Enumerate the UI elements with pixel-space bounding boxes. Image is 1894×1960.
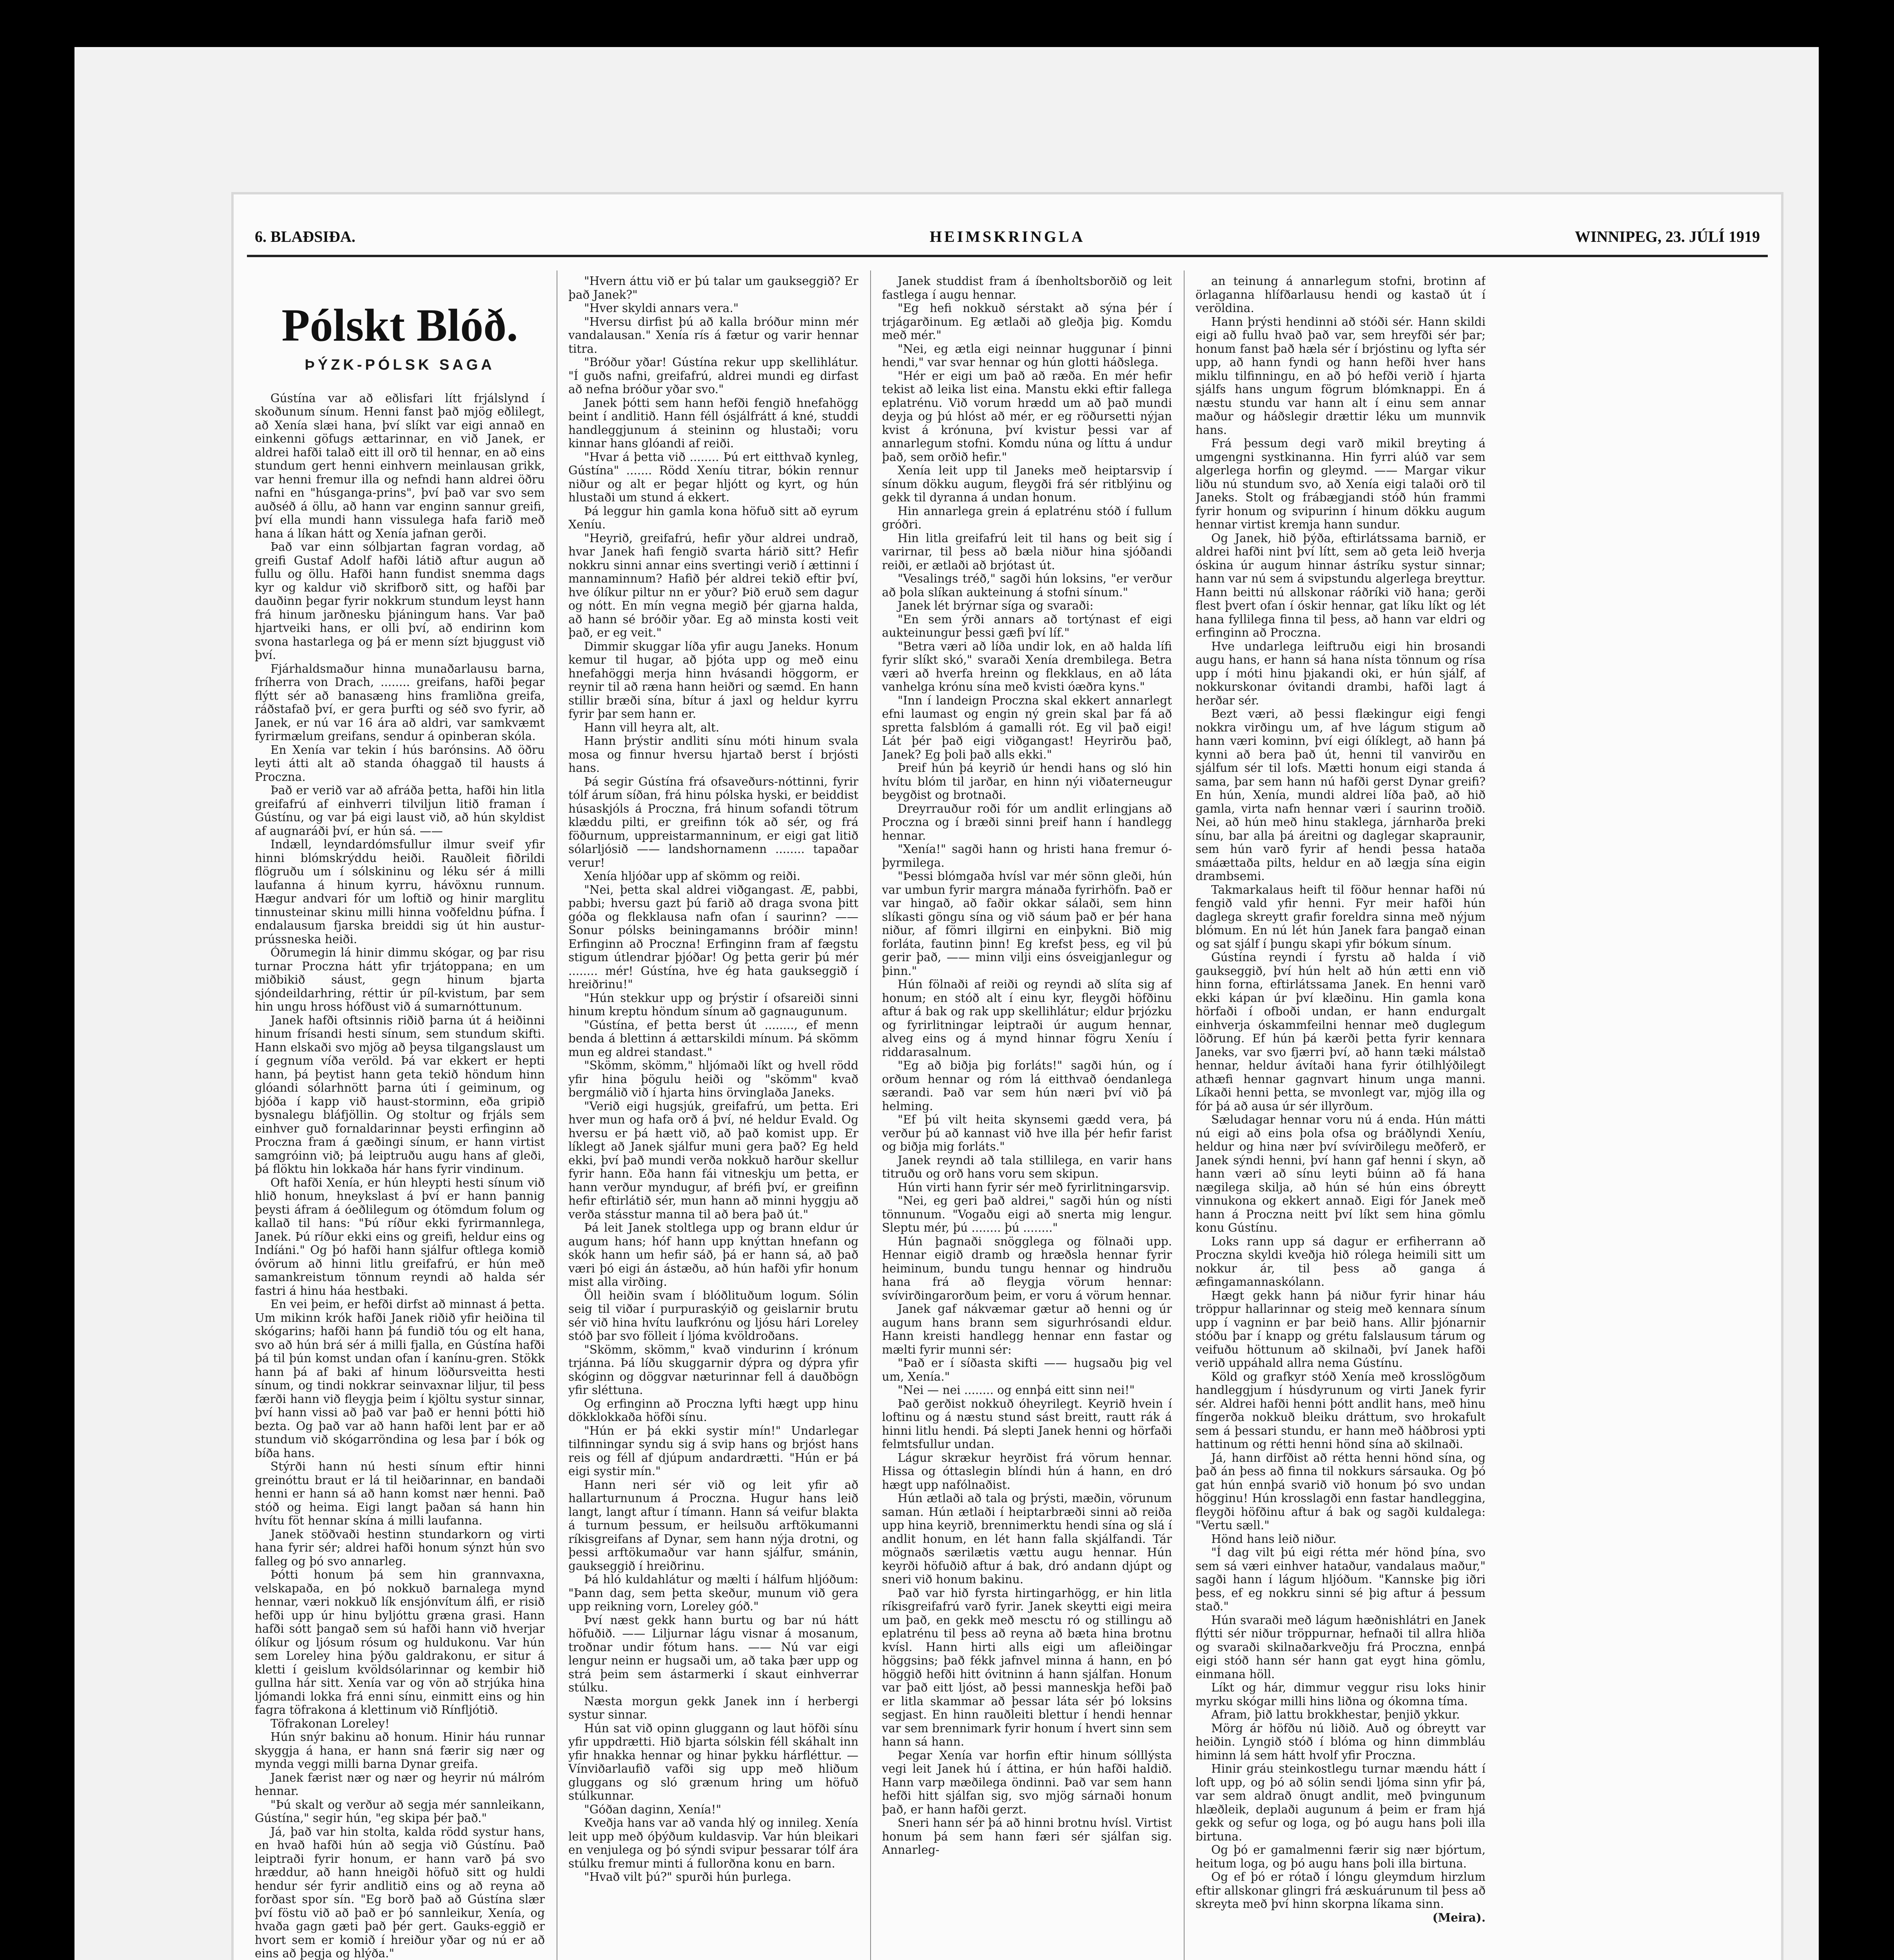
paragraph: "Hver skyldi annars vera." [584, 301, 739, 315]
paragraph: "Eg að biðja þig forláts!" sagði hún, og í orðum hennar og róm lá eitthvað óendanlega særandi. Það var sem hún næri því við þá helming. [882, 1059, 1172, 1113]
paragraph: Hinir gráu steinkostlegu turnar mændu hátt í loft upp, og þó að sólin sendi ljóma sinn yfir þá, var sem aldrað önugt andlit, með þvingunum hlæðleik, deplaði augunum á þeim er fram hjá gekk og sefur og loga, og þó augu hans þoli illa birtuna. [1196, 1762, 1486, 1843]
paragraph: "Hvar á þetta við ........ Þú ert eitthvað kynleg, Gústína" ....... Rödd Xeníu titrar, bókin rennur niður og alt er þegar hljótt og kyrt, og hún hlustaði um stund á ekkert. [568, 450, 858, 504]
paragraph: Þá hló kuldahlátur og mælti í hálfum hljóðum: "Þann dag, sem þetta skeður, munum við gera upp reikning vorn, Loreley góð." [568, 1573, 858, 1613]
paragraph: "Skömm, skömm," kvað vindurinn í krónum trjánna. Þá líðu skuggarnir dýpra og dýpra yfir skóginn og döggvar næturinnar fell á dauðbögn yfir sléttuna. [568, 1343, 858, 1397]
paragraph: Hún svaraði með lágum hæðnishlátri en Janek flýtti sér niður tröppurnar, hefnaði til allra hliða og svaraði skilnaðarkveðju frá Proczna, ennþá eigi stóð hann sér hann gat eygt hina gömlu, einmana höll. [1196, 1613, 1486, 1681]
paragraph: Janek þótti sem hann hefði fengið hnefahögg beint í andlitið. Hann féll ósjálfrátt á kné, studdi handleggjunum á steininn og hlustaði; voru kinnar hans glóandi af reiði. [568, 396, 858, 450]
newspaper-name: HEIMSKRINGLA [929, 228, 1085, 245]
paragraph: "Þú skalt og verður að segja mér sannleikann, Gústína," segir hún, "eg skipa þér það." [255, 1798, 545, 1825]
paragraph: "Eg hefi nokkuð sérstakt að sýna þér í trjágarðinum. Eg ætlaði að gleðja þig. Komdu með mér." [882, 301, 1172, 342]
paragraph: Hann þrýsti hendinni að stóði sér. Hann skildi eigi að fullu hvað það var, sem hreyfði sér þar; honum fanst það hæla sér í brjóstinu og lyfta sér upp, að hann fyndi og hann hefði hver hans miklu tilfinningu, en að þó hefði verið í hjarta sjálfs hans ungum fögrum blómknappi. En á næstu stundu var hann alt í einu sem annar maður og háðslegir drættir léku um munnvik hans. [1196, 315, 1486, 437]
paragraph: "Hér er eigi um það að ræða. En mér hefir tekist að leika list eina. Manstu ekki eftir fallega eplatrénu. Við vorum hrædd um að það mundi deyja og þú hlóst að mér, er eg röðursetti nýjan kvist á krónuna, því kvistur þessi var af annarlegum stofni. Komdu núna og líttu á undur það, sem orðið hefir." [882, 369, 1172, 464]
paragraph: "Vesalings tréð," sagði hún loksins, "er verður að þola slíkan aukteinung á stofni sínum." [882, 572, 1172, 599]
paragraph: Janek reyndi að tala stillilega, en varir hans titruðu og orð hans voru sem skipun. [882, 1153, 1172, 1180]
paragraph: Stýrði hann nú hesti sínum eftir hinni greinóttu braut er lá til heiðarinnar, en bandaði henni er hann sá að hann komst nær henni. Það stóð og heima. Eigi langt þaðan sá hann hin hvítu föt hennar skína á milli laufanna. [255, 1460, 545, 1527]
paragraph: "Skömm, skömm," hljómaði líkt og hvell rödd yfir hina þögulu heiði og "skömm" kvað bergmálið við í hjarta hins örvinglaða Janeks. [568, 1059, 858, 1099]
paragraph: Fjárhaldsmaður hinna munaðarlausu barna, fríherra von Drach, ........ greifans, hafði þegar flýtt sér að banasæng hins framliðna greifa, ráðstafað því, er gera þurfti og séð svo fyrir, að Janek, er nú var 16 ára að aldri, var samkvæmt fyrirmælum greifans, sendur á opinberan skóla. [255, 662, 545, 743]
paragraph: "Bróður yðar! Gústína rekur upp skellihlátur. "Í guðs nafni, greifafrú, aldrei mundi eg dirfast að nefna bróður yðar svo." [568, 356, 858, 396]
paragraph: En Xenía var tekin í hús barónsins. Að öðru leyti átti alt að standa óhaggað til hausts á Proczna. [255, 743, 545, 784]
paragraph: Og erfinginn að Proczna lyfti hægt upp hinu dökklokkaða höfði sínu. [568, 1397, 858, 1424]
paragraph: Dimmir skuggar líða yfir augu Janeks. Honum kemur til hugar, að þjóta upp og með einu hnefahöggi merja hinn hvásandi höggorm, er reynir til að ræna hann heiðri og sæmd. En hann stillir bræði sína, bítur á jaxl og heldur kyrru fyrir þar sem hann er. [568, 639, 858, 720]
paragraph: Óðrumegin lá hinir dimmu skógar, og þar risu turnar Proczna hátt yfir trjátoppana; en um miðbikið sáust, gegn hinum bjarta sjóndeildarhring, réttir úr píl-kvistum, þar sem hin ungu hross hófðust við á sumarnóttunum. [255, 946, 545, 1013]
paragraph: Hann þrýstir andliti sínu móti hinum svala mosa og finnur hversu hjartað berst í brjósti hans. [568, 734, 858, 775]
paragraph: "Betra væri að líða undir lok, en að halda lífi fyrir slíkt skó," svaraði Xenía drembilega. Betra væri að hverfa hreinn og flekklaus, en að láta vanhelga krónu sína með kvisti óæðra kyns." [882, 639, 1172, 693]
paragraph: Það gerðist nokkuð óheyrilegt. Keyrið hvein í loftinu og á næstu stund sást breitt, rautt rák á hinni litlu hendi. Þá slepti Janek henni og hörfaði felmtsfullur undan. [882, 1397, 1172, 1451]
paragraph: En vei þeim, er hefði dirfst að minnast á þetta. Um mikinn krók hafði Janek riðið yfir heiðina til skógarins; hafði hann þá fundið tóu og elt hana, svo að hún brá sér á milli fjalla, en Gústína hafði þá til þún komst undan ofan í kanínu-gren. Stökk hann þá af baki af hinum löðursveitta hesti sínum, og tindi nokkrar seinvaxnar liljur, til þess færði hann við fleygja þeim í kjöltu systur sinnar, því hann vissi að það var það er henni þótti hið bezta. Og það var að hann hafði lent þar er að stundum við skógarröndina og lesa þar í bók og bíða hans. [255, 1298, 545, 1460]
paragraph: "En sem ýrði annars að tortýnast ef eigi aukteinungur þessi gæfi því líf." [882, 612, 1172, 639]
page-number: 6. BLAÐSIÐA. [255, 228, 356, 245]
paragraph: Já, hann dirfðist að rétta henni hönd sína, og það án þess að finna til nokkurs sársauka. Og þó gat hún ennþá svarið við honum þó svo undan högginu! Hún krosslagði enn fastar handleggina, fleygði höfðinu aftur á bak og sagði kuldalega: "Vertu sæll." [1196, 1451, 1486, 1532]
paragraph: Hún snýr bakinu að honum. Hinir háu runnar skyggja á hana, er hann sná færir sig nær og mynda veggi milli barna Dynar greifa. [255, 1730, 545, 1771]
paragraph: Hann neri sér við og leit yfir að hallarturnunum á Proczna. Hugur hans leið langt, langt aftur í tímann. Hann sá veifur blakta á turnum þessum, er heilsuðu arftökumanni ríkisgreifans af Dynar, sem hann nýja drotni, og þessi arftökumaður var hann sjálfur, smánin, gaukseggið í hreiðrinu. [568, 1478, 858, 1573]
paragraph: Xenía leit upp til Janeks með heiptarsvip í sínum dökku augum, fleygði frá sér ritblýinu og gekk til dyranna á undan honum. [882, 464, 1172, 504]
paragraph: "Nei, þetta skal aldrei viðgangast. Æ, pabbi, pabbi; hversu gazt þú farið að draga svona þitt góða og flekklausa nafn ofan í saurinn? —— Sonur pólsks beiningamanns bróðir minn! Erfinginn að Proczna! Erfinginn fram af fægstu stigum útlendrar þjóðar! Og þetta gerir þú mér ........ mér! Gústína, hve ég hata gaukseggið í hreiðrinu!" [568, 883, 858, 991]
paragraph: Það var hið fyrsta hirtingarhögg, er hin litla ríkisgreifafrú varð fyrir. Janek skeytti eigi meira um það, en gekk með mesctu ró og stillingu að eplatrénu til þess að reyna að bæta hina brotnu kvísl. Hann hirti alls eigi um afleiðingar höggsins; það fékk jafnvel minna á hann, en þó höggið hefði hitt óvitninn á hann sjálfan. Honum var það eitt ljóst, að þessi manneskja hefði það er litla skammar að þessar láta sér þó loksins segjast. En hinn rauðleiti blettur í hendi hennar var sem brennimark fyrir honum í hvert sinn sem hann sá hann. [882, 1586, 1172, 1748]
column-1-text [255, 392, 545, 1960]
paragraph: Líkt og hár, dimmur veggur risu loks hinir myrku skógar milli hins liðna og ókomna tíma. [1196, 1681, 1486, 1708]
paragraph: Þá leggur hin gamla kona höfuð sitt að eyrum Xeníu. [568, 504, 858, 531]
paragraph: Mörg ár höfðu nú liðið. Auð og óbreytt var heiðin. Lyngið stóð í blóma og hinn dimmbláu himinn lá sem hátt hvolf yfir Proczna. [1196, 1721, 1486, 1762]
paragraph: Því næst gekk hann burtu og bar nú hátt höfuðið. —— Liljurnar lágu visnar á mosanum, troðnar undir fótum hans. —— Nú var eigi lengur neinn er hugsaði um, að taka þær upp og strá þeim sem ástarmerki í skaut einhverrar stúlku. [568, 1613, 858, 1694]
paragraph: Xenía hljóðar upp af skömm og reiði. [584, 869, 800, 883]
paragraph: "Hún stekkur upp og þrýstir í ofsareiði sinni hinum kreptu höndum sínum að gagnaugunum. [568, 991, 858, 1018]
paragraph: Indæll, leyndardómsfullur ilmur sveif yfir hinni blómskrýddu heiði. Rauðleit fiðrildi flögruðu um í sólskininu og léku sér á milli laufanna á hinum kyrru, hávöxnu runnum. Hægur andvari fór um loftið og hinir marglitu tinnusteinar skinu milli hinna voðfeldnu þúfna. Í endalausum fjarska breiddi sig út hin austur-prússneska heiði. [255, 838, 545, 946]
paragraph: Janek lét brýrnar síga og svaraði: [898, 599, 1094, 612]
paragraph: Töfrakonan Loreley! [270, 1717, 390, 1730]
paragraph: Og Janek, hið þýða, eftirlátssama barnið, er aldrei hafði nint því lítt, sem að geta leið hverja óskina úr augum hinnar ástríku systur sinnar; hann var nú sem á svipstundu algerlega breyttur. Hann beitti nú allskonar ráðríki við hana; gerði flest þvert ofan í óskir hennar, gat líku líkt og lét hana fyllilega finna til þess, að hann var eldri og erfinginn að Proczna. [1196, 531, 1486, 639]
paragraph: Janek færist nær og nær og heyrir nú málróm hennar. [255, 1771, 545, 1798]
header-rule [247, 255, 1768, 257]
story-title: Pólskt Blóð. [281, 299, 518, 351]
paragraph: Hin litla greifafrú leit til hans og beit sig í varirnar, til þess að bæla niður hina sjóðandi reiði, er ætlaði að brjótast út. [882, 531, 1172, 572]
paragraph: Þótti honum þá sem hin grannvaxna, velskapaða, en þó nokkuð barnalega mynd hennar, væri nokkuð lík ensjónvítum álfi, er risið hefði upp úr hinu byljóttu græna grasi. Hann hafði sótt þangað sem sú hafði hann við hverjar ólíkur og ljósum rósum og huldukonu. Var hún sem Loreley hina þýðu galdrakonu, er situr á kletti í geislum kvöldsólarinnar og kembir hið gullna hár sitt. Xenía var og vön að strjúka hina ljómandi lokka frá enni sínu, einmitt eins og hin fagra töfrakona á klettinum við Rínfljótið. [255, 1568, 545, 1717]
paragraph: Gústína reyndi í fyrstu að halda í við gaukseggið, því hún helt að hún ætti enn við hinn forna, eftirlátssama Janek. En henni varð ekki kápan úr því klæðinu. Hin gamla kona hörfaði í ofboði undan, er hann endurgalt einhverja óskammfeilni hennar með duglegum löðrung. Ef hún þá kærði þetta fyrir kennara Janeks, var svo fjærri því, að hann tæki málstað hennar, heldur ávítaði hana fyrir ótilhlýðilegt athæfi hennar gagnvart hinum unga manni. Líkaði henni þetta, se mvonlegt var, mjög illa og fór þá að ausa úr sér illyrðum. [1196, 951, 1486, 1113]
issue-date: WINNIPEG, 23. JÚLÍ 1919 [1575, 228, 1760, 245]
paragraph: Og ef þó er rótað í lóngu gleymdum hirzlum eftir allskonar glingri frá æskuárunum til þess að skreyta með því hinn skorpna líkama sinn. [1196, 1870, 1486, 1911]
column-3 [882, 274, 1172, 1960]
paragraph: Kveðja hans var að vanda hlý og innileg. Xenía leit upp með óþýðum kuldasvip. Var hún bleikari en venjulega og þó sýndi svipur þessarar tólf ára stúlku fremur minti á fullorðna konu en barn. [568, 1816, 858, 1870]
paragraph: Öll heiðin svam í blóðlituðum logum. Sólin seig til viðar í purpuraskýið og geislarnir brutu sér við hina hvítu laufkrónu og ljósu hári Loreley stóð þar svo fölleit í ljóma kvöldroðans. [568, 1289, 858, 1343]
column-divider [1184, 270, 1185, 1960]
paragraph: Næsta morgun gekk Janek inn í herbergi systur sinnar. [568, 1694, 858, 1721]
column-2-text [568, 274, 858, 1884]
paragraph: Sæludagar hennar voru nú á enda. Hún mátti nú eigi að eins þola ofsa og bráðlyndi Xeníu, heldur og hina nær því svívirðilegu meðferð, er Janek sýndi henni, því hann gaf henni í skyn, að hann væri að sínu leyti búinn að fá hana nægilega skilja, að hún sé hún eins óbreytt vinnukona og ekkert annað. Eigi fór Janek með hann á Proczna neitt því líkt sem hina gömlu konu Gústínu. [1196, 1113, 1486, 1234]
paragraph: Hún virti hann fyrir sér með fyrirlitningarsvip. [898, 1180, 1170, 1194]
paragraph: Það er verið var að afráða þetta, hafði hin litla greifafrú af einhverri tilviljun litið framan í Gústínu, og var þá eigi laust við, að hún skyldist af augnaráði því, er hún sá. —— [255, 784, 545, 838]
story-subtitle: ÞÝZK-PÓLSK SAGA [305, 357, 495, 373]
paragraph: Hún þagnaði snögglega og fölnaði upp. Hennar eigið dramb og hræðsla hennar fyrir heiminum, bundu tungu hennar og hindruðu hana frá að fleygja vörum hennar: svívirðingarorðum þeim, er voru á vörum hennar. [882, 1234, 1172, 1302]
paragraph: Dreyrrauður roði fór um andlit erlingjans að Proczna og í bræði sinni þreif hann í handlegg hennar. [882, 802, 1172, 842]
paragraph: Já, það var hin stolta, kalda rödd systur hans, en hvað hafði hún að segja við Gústínu. Það leiptraði fyrir honum, er hann varð þá svo hræddur, að hann hneigði höfuð sitt og huldi hendur sér fyrir andlitið eins og að reyna að forðast spor sín. "Eg borð það að Gústína slær því föstu við að það er þó sannleikur, Xenía, og hvaða gagn gæti það þér gert. Gauks-eggið er hvort sem er komið í hreiður yðar og nú er að eins að þegja og hlýða." [255, 1825, 545, 1960]
paragraph: Frá þessum degi varð mikil breyting á umgengni systkinanna. Hin fyrri alúð var sem algerlega horfin og gleymd. —— Margar vikur liðu nú stundum svo, að Xenía eigi talaði orð til Janeks. Stolt og frábægjandi stóð hún frammi fyrir honum og svipurinn í hinum dökku augum hennar virtist kremja hann sundur. [1196, 437, 1486, 531]
paragraph: Bezt væri, að þessi flækingur eigi fengi nokkra virðingu um, af hve lágum stigum að hann væri kominn, því eigi ólíklegt, að hann þá kynni að bera það út, henni til vanvirðu en sjálfum sér til lofs. Mætti honum eigi standa á sama, þar sem hann nú hafði gerst Dynar greifi? En hún, Xenía, mundi aldrei líða það, að hið gamla, virta nafn hennar væri í saurinn troðið. Nei, að hún með hinu staklega, járnharða þreki sínu, bar alla þá áreitni og daglegar skapraunir, sem hún varð fyrir af hendi þessa hataða smáættaða pilts, heldur en að lægja sína eigin drambsemi. [1196, 707, 1486, 883]
paragraph: "Nei, eg geri það aldrei," sagði hún og nísti tönnunum. "Vogaðu eigi að snerta mig lengur. Sleptu mér, þú ........ þú ........" [882, 1194, 1172, 1234]
paragraph: Hægt gekk hann þá niður fyrir hinar háu tröppur hallarinnar og steig með kennara sínum upp í vagninn er þar beið hans. Allir þjónarnir stóðu þar í knapp og grétu falslausum tárum og veifuðu höttunum að skilnaði, því Janek hafði verið uppáhald allra nema Gústínu. [1196, 1289, 1486, 1370]
paragraph: Janek studdist fram á íbenholtsborðið og leit fastlega í augu hennar. [882, 274, 1172, 301]
paragraph: Hann vill heyra alt, alt. [584, 720, 720, 734]
microfilm-frame [74, 47, 1819, 1960]
paragraph: Afram, þið lattu brokkhestar, þenjið ykkur. [1211, 1708, 1460, 1721]
paragraph: Þegar Xenía var horfin eftir hinum sólllýsta vegi leit Janek hú í áttina, er hún hafði haldið. Hann varp mæðilega öndinni. Það var sem hann hefði hitt sjálfan sig, svo mjög sárnaði honum það, er hann hafði gerzt. [882, 1748, 1172, 1816]
paragraph: "Xenía!" sagði hann og hristi hana fremur ó-þyrmilega. [882, 842, 1172, 869]
paragraph: "Nei — nei ........ og ennþá eitt sinn nei!" [898, 1383, 1135, 1397]
paragraph: "Góðan daginn, Xenía!" [584, 1802, 722, 1816]
paragraph: "Hvern áttu við er þú talar um gaukseggið? Er það Janek?" [568, 274, 858, 301]
column-4-text [1196, 274, 1486, 1911]
page-header [255, 227, 1760, 255]
newspaper-page [231, 192, 1783, 1960]
column-1 [255, 274, 545, 1960]
paragraph: "Verið eigi hugsjúk, greifafrú, um þetta. Eri hver mun og hafa orð á því, né heldur Evald. Og hversu er þá hætt við, að það komist upp. Er líklegt að Janek sjálfur muni gera það? Eg held ekki, því það mundi verða nokkuð harður skellur fyrir hann. Eða hann fái vitneskju um þetta, er hann verður myndugur, af bréfi því, er greifinn hefir eftirlátið sér, mun hann að minni hyggju að verða stásstur manna til að bera það út." [568, 1099, 858, 1221]
paragraph: "Hvað vilt þú?" spurði hún þurlega. [584, 1870, 791, 1884]
paragraph: "Það er í síðasta skifti —— hugsaðu þig vel um, Xenía." [882, 1356, 1172, 1383]
paragraph: "Ef þú vilt heita skynsemi gædd vera, þá verður þú að kannast við hve illa þér hefir farist og biðja mig forláts." [882, 1113, 1172, 1153]
paragraph: Loks rann upp sá dagur er erfiherrann að Proczna skyldi kveðja hið rólega heimili sitt um nokkur ár, til þess að ganga á æfingamannaskólann. [1196, 1234, 1486, 1289]
paragraph: "Nei, eg ætla eigi neinnar huggunar í þinni hendi," var svar hennar og hún glotti háðslega. [882, 342, 1172, 369]
paragraph: "Í dag vilt þú eigi rétta mér hönd þína, svo sem sá væri einhver hataður, vandalaus maður," sagði hann í lágum hljóðum. "Kannske þig iðri þess, ef eg nokkru sinni sé þig aftur á þessum stað." [1196, 1546, 1486, 1613]
paragraph: Sneri hann sér þá að hinni brotnu hvísl. Virtist honum þá sem hann færi sér sjálfan sig. Annarleg- [882, 1816, 1172, 1857]
paragraph: "Inn í landeign Proczna skal ekkert annarlegt efni laumast og engin ný grein skal þar fá að spretta falsblóm á gamalli rót. Eg vil það eigi! Lát þér það eigi viðgangast! Heyrirðu það, Janek? Eg þoli það alls ekki." [882, 693, 1172, 761]
paragraph: Janek hafði oftsinnis riðið þarna út á heiðinni hinum frísandi hesti sínum, sem stundum skifti. Hann elskaði svo mjög að þeysa tilgangslaust um í gegnum víða veröld. Þá var ekkert er hepti hann, þá þeytist hann geta tekið höndum hinn glóandi sólarhnött þarna úti í geiminum, og bjóða í kapp við haust-storminn, eða gripið bysnalegu bláfjöllin. Og stoltur og frjáls sem einhver guð fornaldarinnar þeysti erfinginn að Proczna fram á gæðingi sínum, er hann virtist samgróinn við; þá leiptruðu augu hans af gleði, þá flöktu hin lokkaða hár hans fyrir vindinum. [255, 1013, 545, 1176]
continued-note: (Meira). [1432, 1910, 1486, 1924]
paragraph: an teinung á annarlegum stofni, brotinn af örlaganna hlífðarlausu hendi og kastað út í veröldina. [1196, 274, 1486, 315]
column-4 [1196, 274, 1486, 1960]
column-divider [870, 270, 871, 1960]
paragraph: "Gústína, ef þetta berst út ........, ef menn benda á blettinn á ættarskildi mínum. Þá skömm mun eg aldrei standast." [568, 1018, 858, 1059]
paragraph: Þá segir Gústína frá ofsaveðurs-nóttinni, fyrir tólf árum síðan, frá hinu pólska hyski, er beiddist húsaskjóls á Proczna, frá hinum sofandi tötrum klæddu pilti, er greifinn tók að sér, og frá föðurnum, uppreistarmanninum, er eigi gat litið sólarljósið —— landshornamenn ........ tapaðar verur! [568, 775, 858, 869]
paragraph: "Hún er þá ekki systir mín!" Undarlegar tilfinningar syndu sig á svip hans og brjóst hans reis og féll af djúpum andardrætti. "Hún er þá eigi systir mín." [568, 1424, 858, 1478]
paragraph: Gústína var að eðlisfari lítt frjálslynd í skoðunum sínum. Henni fanst það mjög eðlilegt, að Xenía slæi hana, því slíkt var eigi annað en einkenni göfugs ættarinnar, en við Janek, er aldrei hafði talað eitt ill orð til hennar, en að eins stundum gert henni einhvern meinlausan grikk, var henni fremur illa og nefndi hann aldrei öðru nafni en "húsganga-prins", því það var svo sem auðséð á öllu, að hann var enginn sannur greifi, því ella mundi hann vissulega hafa farið með hana á líkan hátt og Xenía jafnan gerði. [255, 391, 545, 540]
paragraph: Hve undarlega leiftruðu eigi hin brosandi augu hans, er hann sá hana nísta tönnum og rísa upp í móti hinu þjakandi oki, er hún sjálf, af nokkurskonar óvitandi drambi, hafði lagt á herðar sér. [1196, 639, 1486, 707]
paragraph: Þá leit Janek stoltlega upp og brann eldur úr augum hans; hóf hann upp knýttan hnefann og skók hann um hefir sáð, þá er hann sá, að það væri þó eigi án ástæðu, að hún hafði yfir honum mist alla virðing. [568, 1221, 858, 1289]
paragraph: Köld og grafkyr stóð Xenía með krosslögðum handleggjum í húsdyrunum og virti Janek fyrir sér. Aldrei hafði henni þótt andlit hans, með hinu fíngerða nokkuð bleiku dráttum, svo hrokafult sem á þessari stundu, er hann með háðbrosi ypti hattinum og rétti henni hönd sína að skilnaði. [1196, 1370, 1486, 1451]
paragraph: Janek gaf nákvæmar gætur að henni og úr augum hans brann sem sigurhrósandi eldur. Hann kreisti handlegg hennar enn fastar og mælti fyrir munni sér: [882, 1302, 1172, 1356]
paragraph: Þreif hún þá keyrið úr hendi hans og sló hin hvítu blóm til jarðar, en hinn nýi viðaterneugur beygðist og brotnaði. [882, 761, 1172, 802]
paragraph: Lágur skrækur heyrðist frá vörum hennar. Hissa og óttaslegin blíndi hún á hann, en dró hægt upp nafólnaðist. [882, 1451, 1172, 1492]
column-3-text [882, 274, 1172, 1857]
paragraph: Hún sat við opinn gluggann og laut höfði sínu yfir uppdrætti. Hið bjarta sólskin féll skáhalt inn yfir hnakka hennar og hinar þykku hárfléttur. — Vínviðarlaufið vafði sig upp með hliðum gluggans og sló grænum hring um höfuð stúlkunnar. [568, 1721, 858, 1802]
paragraph: Takmarkalaus heift til föður hennar hafði nú fengið vald yfir henni. Fyr meir hafði hún daglega skreytt grafir foreldra sinna með nýjum blómum. En nú lét hún Janek fara þangað einan og sat sjálf í þungu skapi yfir bókum sínum. [1196, 883, 1486, 951]
paragraph: Og þó er gamalmenni færir sig nær bjórtum, heitum loga, og þó augu hans þoli illa birtuna. [1196, 1843, 1486, 1870]
paragraph: Hún ætlaði að tala og þrýsti, mæðin, vörunum saman. Hún ætlaði í heiptarbræði sinni að reiða upp hina keyrið, brennimerktu hendi sína og slá í andlit honum, en lét hann falla skjálfandi. Tár mögnaðs særilætis vættu augu hennar. Hún keyrði höfuðið aftur á bak, dró andann djúpt og sneri við honum bakinu. [882, 1492, 1172, 1586]
paragraph: "Heyrið, greifafrú, hefir yður aldrei undrað, hvar Janek hafi fengið svarta hárið sitt? Hefir nokkru sinni annar eins svertingi verið í ættinni í mannaminnum? Hafið þér aldrei tekið eftir því, hve ólíkur piltur nn er yður? Þið eruð sem dagur og nótt. En mín vegna megið þér gjarna halda, að hann sé bróðir yðar. Eg að minsta kosti veit það, er eg veit." [568, 531, 858, 639]
paragraph: "Þessi blómgaða hvísl var mér sönn gleði, hún var umbun fyrir margra mánaða fyrirhöfn. Það er var hingað, að faðir okkar sálaði, sem hinn slíkasti göngu sína og við sáum það er þér hana niður, af fömri illgirni en einþykni. Bið mig forláta, fautinn þinn! Eg krefst þess, eg vil þú gerir það, —— minn vilji eins ósveigjanlegur og þinn." [882, 869, 1172, 978]
paragraph: Það var einn sólbjartan fagran vordag, að greifi Gustaf Adolf hafði látið aftur augun að fullu og öllu. Hafði hann fundist snemma dags kyr og kaldur við skrifborð sitt, og hafði þar dauðinn þegar fyrir nokkrum stundum leyst hann frá hinum jarðnesku þjáningum hans. Var það hjartveiki hans, er olli því, að endirinn kom svona hastarlega og þá er menn sízt bjuggust við því. [255, 540, 545, 662]
paragraph: Hún fölnaði af reiði og reyndi að slíta sig af honum; en stóð alt í einu kyr, fleygði höfðinu aftur á bak og rak upp skellihlátur; eldur þrjózku og fyrirlitningar leiptraði úr augum hennar, alveg eins og á mynd hinnar fögru Xeníu í riddarasalnum. [882, 978, 1172, 1059]
paragraph: "Hversu dirfist þú að kalla bróður minn mér vandalausan." Xenía rís á fætur og varir hennar titra. [568, 315, 858, 356]
paragraph: Oft hafði Xenía, er hún hleypti hesti sínum við hlið honum, hneykslast á því er hann þannig þeysti áfram á óeðlilegum og ótömdum folum og kallað til hans: "Þú ríður ekki fyrirmannlega, Janek. Þú ríður ekki eins og greifi, heldur eins og Indíáni." Og þó hafði hann sjálfur oftlega komið óvörum að hinni litlu greifafrú, er hún með samankreistum tönnum reyndi að halda sér fastri á hinu háa hestbaki. [255, 1176, 545, 1298]
paragraph: Hin annarlega grein á eplatrénu stóð í fullum gróðri. [882, 504, 1172, 531]
paragraph: Janek stöðvaði hestinn stundarkorn og virti hana fyrir sér; aldrei hafði honum sýnzt hún svo falleg og þó svo annarleg. [255, 1527, 545, 1568]
column-2 [568, 274, 858, 1960]
paragraph: Hönd hans leið niður. [1211, 1532, 1337, 1546]
